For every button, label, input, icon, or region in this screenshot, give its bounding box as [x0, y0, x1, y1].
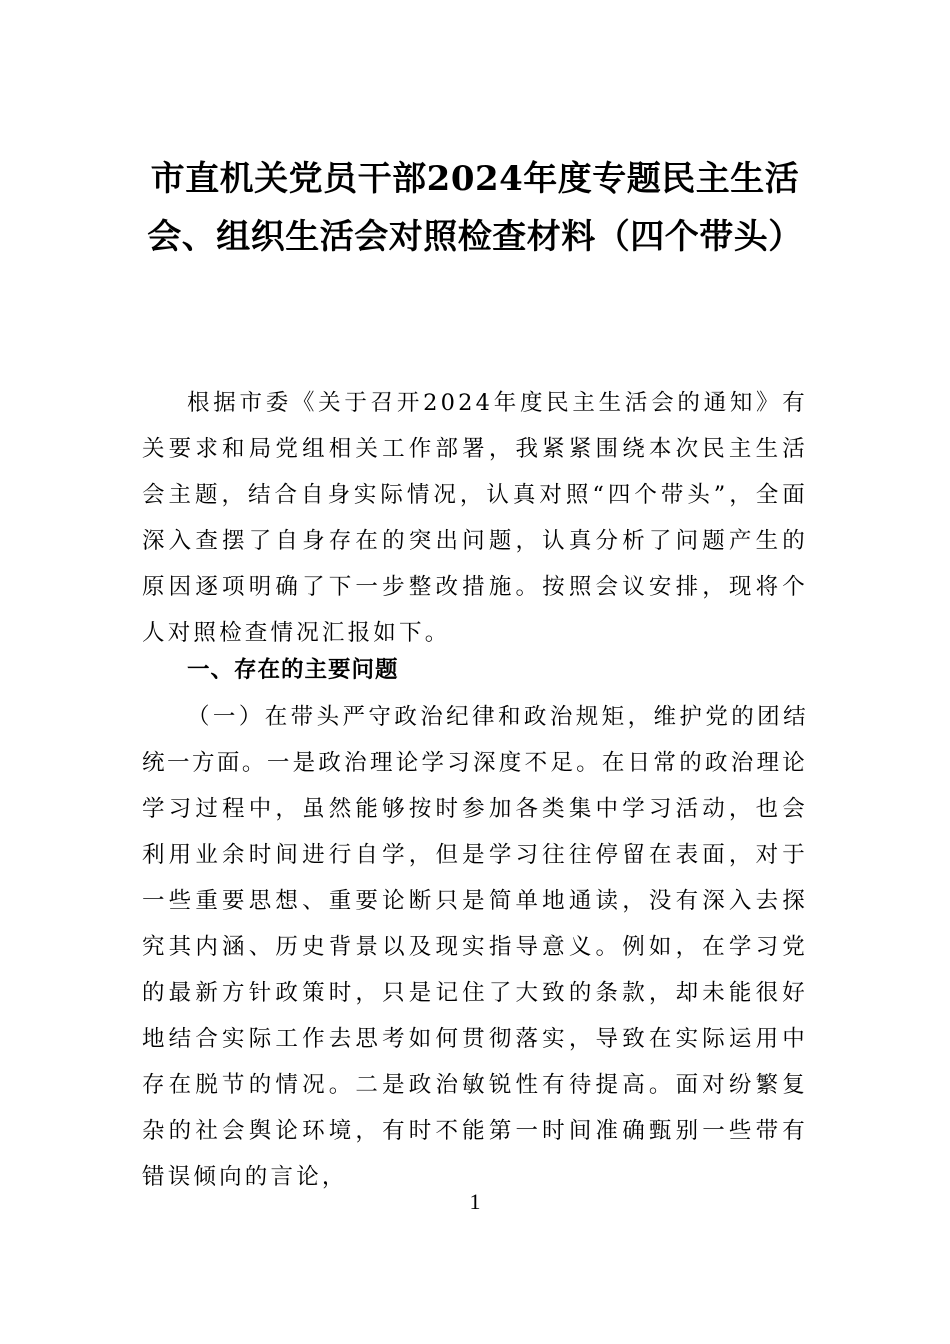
intro-paragraph: 根据市委《关于召开2024年度民主生活会的通知》有关要求和局党组相关工作部署，我紧紧围绕本次民主生活会主题，结合自身实际情况，认真对照“四个带头”，全面深入查摆了自身存在的突出问题，认真分析了问题产生的原因逐项明确了下一步整改措施。按照会议安排，现将个人对照检查情况汇报如下。: [142, 390, 808, 646]
document-title: 市直机关党员干部2024年度专题民主生活会、组织生活会对照检查材料（四个带头）: [147, 159, 803, 257]
section-heading: 一、存在的主要问题: [187, 657, 399, 683]
subsection-lead: （一）在带头严守政治纪律和政治规矩，维护党的团结统一方面。: [142, 704, 808, 776]
page-number: 1: [469, 1189, 481, 1214]
subsection-paragraph: [142, 694, 808, 1200]
subsection-body: 一是政治理论学习深度不足。在日常的政治理论学习过程中，虽然能够按时参加各类集中学习活动，也会利用业余时间进行自学，但是学习往往停留在表面，对于一些重要思想、重要论断只是简单地通读，没有深入去探究其内涵、历史背景以及现实指导意义。例如，在学习党的最新方针政策时，只是记住了大致的条款，却未能很好地结合实际工作去思考如何贯彻落实，导致在实际运用中存在脱节的情况。二是政治敏锐性有待提高。面对纷繁复杂的社会舆论环境，有时不能第一时间准确甄别一些带有错误倾向的言论，: [142, 750, 808, 1190]
